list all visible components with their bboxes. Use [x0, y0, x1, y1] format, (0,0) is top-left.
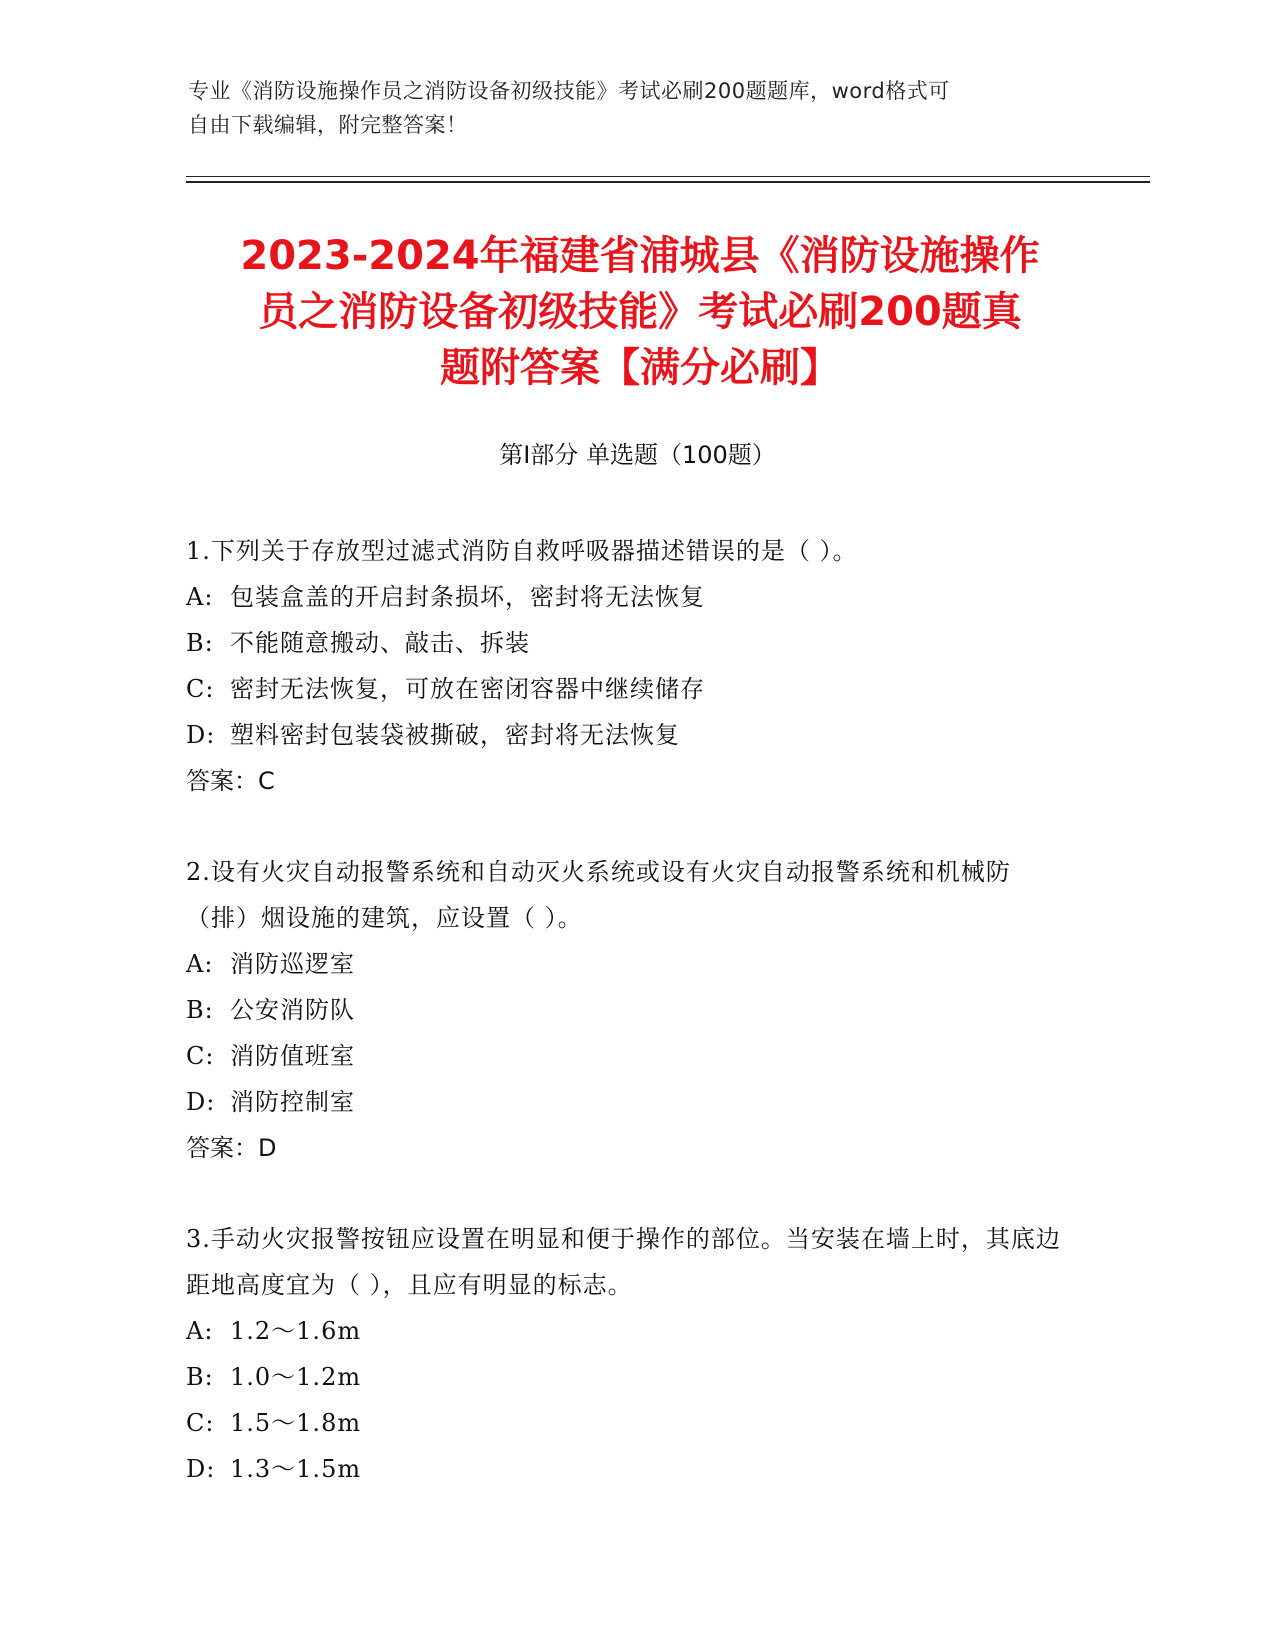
option-text: 1.0～1.2m	[230, 1363, 362, 1391]
header-note-line-1: 专业《消防设施操作员之消防设备初级技能》考试必刷200题题库，word格式可	[188, 79, 950, 103]
option-letter: B:	[186, 996, 214, 1024]
option-text: 消防控制室	[230, 1088, 355, 1116]
question-3	[186, 1216, 1066, 1492]
option-text: 消防值班室	[230, 1042, 355, 1070]
option-a	[186, 574, 1066, 620]
question-stem: 3.手动火灾报警按钮应设置在明显和便于操作的部位。当安装在墙上时，其底边距地高度宜为（ ），且应有明显的标志。	[186, 1225, 1061, 1299]
answer-line: 答案：C	[186, 767, 275, 795]
option-text: 包装盒盖的开启封条损坏，密封将无法恢复	[230, 583, 705, 611]
document-title-line-2: 员之消防设备初级技能》考试必刷200题真	[258, 289, 1022, 335]
option-text: 公安消防队	[230, 996, 355, 1024]
option-b	[186, 620, 1066, 666]
option-b	[186, 1354, 1066, 1400]
question-stem: 2.设有火灾自动报警系统和自动灭火系统或设有火灾自动报警系统和机械防（排）烟设施的建筑，应设置（ ）。	[186, 858, 1011, 932]
option-a	[186, 941, 1066, 987]
option-letter: B:	[186, 1363, 214, 1391]
section-title: 第I部分 单选题（100题）	[499, 441, 776, 469]
answer-line: 答案：D	[186, 1134, 277, 1162]
option-text: 1.3～1.5m	[230, 1455, 362, 1483]
question-2	[186, 849, 1066, 1171]
document-title-line-1: 2023-2024年福建省浦城县《消防设施操作	[240, 233, 1040, 279]
option-c	[186, 1033, 1066, 1079]
option-text: 1.2～1.6m	[230, 1317, 362, 1345]
option-text: 1.5～1.8m	[230, 1409, 362, 1437]
header-note-line-2: 自由下载编辑，附完整答案！	[188, 113, 468, 137]
option-letter: D:	[186, 1088, 216, 1116]
option-letter: C:	[186, 1042, 215, 1070]
option-letter: D:	[186, 1455, 216, 1483]
option-c	[186, 1400, 1066, 1446]
option-letter: A:	[186, 583, 214, 611]
document-title	[190, 228, 1090, 396]
option-b	[186, 987, 1066, 1033]
option-letter: A:	[186, 950, 214, 978]
option-c	[186, 666, 1066, 712]
question-list	[186, 528, 1066, 1537]
option-text: 密封无法恢复，可放在密闭容器中继续储存	[230, 675, 705, 703]
option-text: 消防巡逻室	[230, 950, 355, 978]
option-d	[186, 712, 1066, 758]
option-text: 不能随意搬动、敲击、拆装	[230, 629, 530, 657]
question-1	[186, 528, 1066, 804]
option-letter: A:	[186, 1317, 214, 1345]
option-letter: B:	[186, 629, 214, 657]
option-d	[186, 1079, 1066, 1125]
option-text: 塑料密封包装袋被撕破，密封将无法恢复	[230, 721, 680, 749]
option-d	[186, 1446, 1066, 1492]
header-divider-thin	[186, 176, 1150, 177]
option-letter: C:	[186, 1409, 215, 1437]
header-divider-thick	[186, 181, 1150, 183]
option-letter: D:	[186, 721, 216, 749]
option-a	[186, 1308, 1066, 1354]
document-title-line-3: 题附答案【满分必刷】	[440, 345, 840, 391]
option-letter: C:	[186, 675, 215, 703]
header-note	[188, 74, 1068, 142]
question-stem: 1.下列关于存放型过滤式消防自救呼吸器描述错误的是（ ）。	[186, 537, 858, 565]
